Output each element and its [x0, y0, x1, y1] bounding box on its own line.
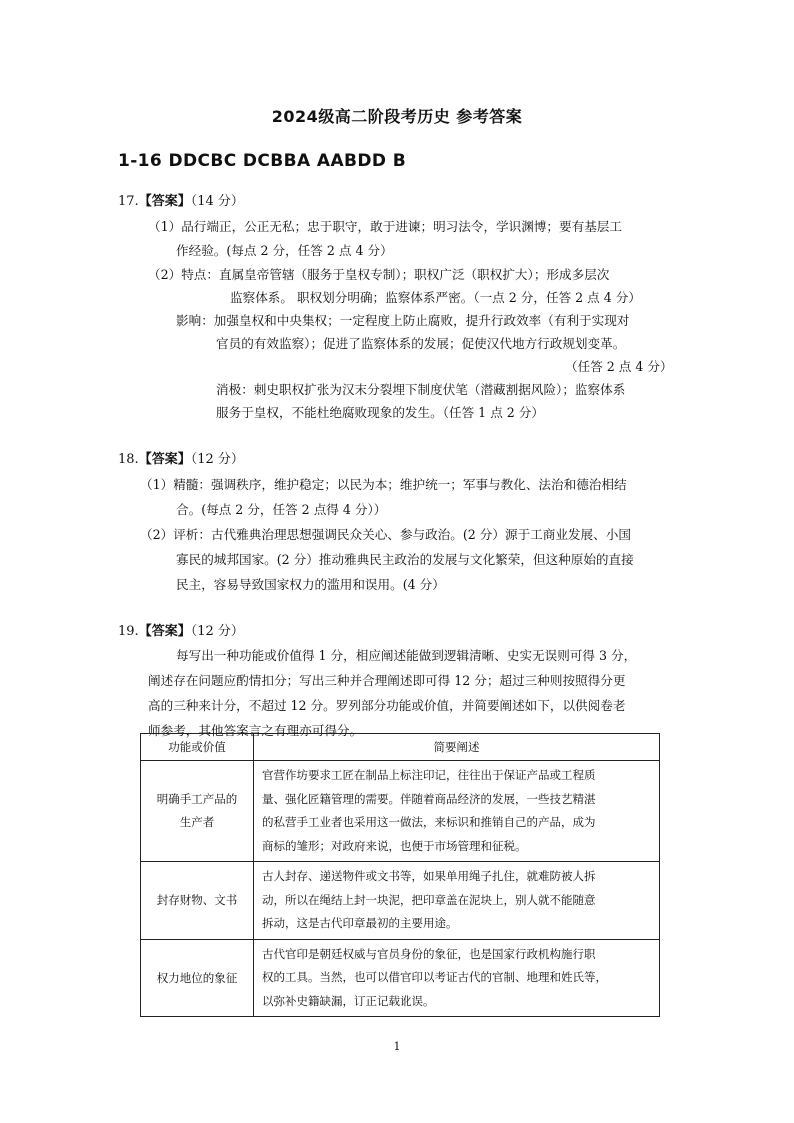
q19-line: 每写出一种功能或价值得 1 分，相应阐述能做到逻辑清晰、史实无误则可得 3 分，	[176, 648, 637, 663]
description-line: 商标的雏形；对政府来说，也便于市场管理和征税。	[262, 838, 527, 853]
q18-line: （1）精髓：强调秩序，维护稳定；以民为本；维护统一；军事与教化、法治和德治相结	[140, 477, 627, 492]
function-text: 封存财物、文书	[156, 893, 238, 908]
table-row	[141, 862, 660, 940]
table-header-function: 功能或价值	[141, 734, 254, 761]
function-text: 权力地位的象征	[156, 970, 238, 985]
q18-heading	[118, 448, 244, 467]
q17-line: 官员的有效监察）；促进了监察体系的发展；促使汉代地方行政规划变革。	[216, 336, 626, 351]
q19-line: 阐述存在问题应酌情扣分；写出三种并合理阐述即可得 12 分；超过三种则按照得分更	[148, 673, 626, 688]
table-cell-function	[141, 862, 254, 940]
description-line: 的私营手工业者也采用这一做法，来标识和推销自己的产品，成为	[262, 815, 596, 829]
q17-line: 监察体系。 职权划分明确；监察体系严密。（一点 2 分，任答 2 点 4 分）	[230, 290, 641, 305]
table-header-row	[141, 734, 660, 761]
table-cell-function	[141, 939, 254, 1017]
q18-line: 寡民的城邦国家。(2 分）推动雅典民主政治的发展与文化繁荣，但这种原始的直接	[176, 552, 634, 567]
q19-table	[140, 733, 660, 1017]
q19-line: 师参考，其他答案言之有理亦可得分。	[148, 723, 363, 738]
q17-score: （14 分）	[190, 194, 244, 209]
q18-line: 合。(每点 2 分，任答 2 点得 4 分））	[176, 502, 387, 517]
q19-score: （12 分）	[190, 624, 244, 639]
table-cell-description	[254, 761, 660, 862]
q17-line: 服务于皇权，不能杜绝腐败现象的发生。（任答 1 点 2 分）	[216, 405, 544, 420]
q18-number: 18.	[118, 452, 139, 467]
table-row	[141, 761, 660, 862]
page-number: 1	[393, 1040, 401, 1053]
multiple-choice-answer-key: 1-16 DDCBC DCBBA AABDD B	[118, 151, 407, 171]
page-title: 2024级高二阶段考历史 参考答案	[271, 107, 523, 126]
description-line: 以弥补史籍缺漏，订正记载讹误。	[262, 993, 435, 1008]
description-line: 古代官印是朝廷权威与官员身份的象征，也是国家行政机构施行职	[262, 946, 596, 961]
q17-answer-tag: 【答案】	[138, 194, 191, 209]
q18-answer-tag: 【答案】	[138, 452, 191, 467]
table-cell-description	[254, 862, 660, 940]
table-header-description: 简要阐述	[254, 734, 660, 761]
function-text: 生产者	[179, 815, 215, 829]
q17-number: 17.	[118, 194, 139, 209]
description-line: 量、强化匠籍管理的需要。伴随着商品经济的发展，一些技艺精湛	[262, 791, 596, 806]
q17-line: （1）品行端正，公正无私；忠于职守，敢于进谏；明习法令，学识渊博；要有基层工	[148, 219, 622, 234]
description-line: 古人封存、递送物件或文书等，如果单用绳子扎住，就难防被人拆	[262, 869, 596, 883]
table-cell-description	[254, 939, 660, 1017]
function-text: 明确手工产品的	[156, 792, 238, 806]
q18-score: （12 分）	[190, 452, 244, 467]
q18-line: 民主，容易导致国家权力的滥用和误用。(4 分）	[176, 577, 445, 592]
q19-heading	[118, 620, 244, 639]
q17-heading	[118, 190, 244, 209]
q18-line: （2）评析：古代雅典治理思想强调民众关心、参与政治。(2 分）源于工商业发展、小国	[140, 527, 631, 542]
description-line: 权的工具。当然，也可以借官印以考证古代的官制、地理和姓氏等，	[262, 970, 607, 984]
table-row	[141, 939, 660, 1017]
q19-answer-tag: 【答案】	[138, 624, 191, 639]
q17-line: 作经验。(每点 2 分，任答 2 点 4 分）	[176, 243, 393, 258]
q17-line: （任答 2 点 4 分）	[565, 359, 673, 374]
table-cell-function	[141, 761, 254, 862]
q17-line: 影响：加强皇权和中央集权；一定程度上防止腐败，提升行政效率（有利于实现对	[176, 313, 630, 328]
description-line: 官营作坊要求工匠在制品上标注印记，往往出于保证产品或工程质	[262, 768, 596, 782]
description-line: 拆动，这是古代印章最初的主要用途。	[262, 916, 458, 930]
q17-line: （2）特点：直属皇帝管辖（服务于皇权专制）；职权广泛（职权扩大）；形成多层次	[148, 267, 610, 282]
q17-line: 消极：刺史职权扩张为汉末分裂埋下制度伏笔（潜藏割据风险）；监察体系	[216, 382, 626, 397]
q19-line: 高的三种来计分，不超过 12 分。罗列部分功能或价值，并简要阐述如下，以供阅卷老	[148, 698, 626, 713]
description-line: 动，所以在绳结上封一块泥，把印章盖在泥块上，别人就不能随意	[262, 892, 596, 907]
q19-number: 19.	[118, 624, 139, 639]
